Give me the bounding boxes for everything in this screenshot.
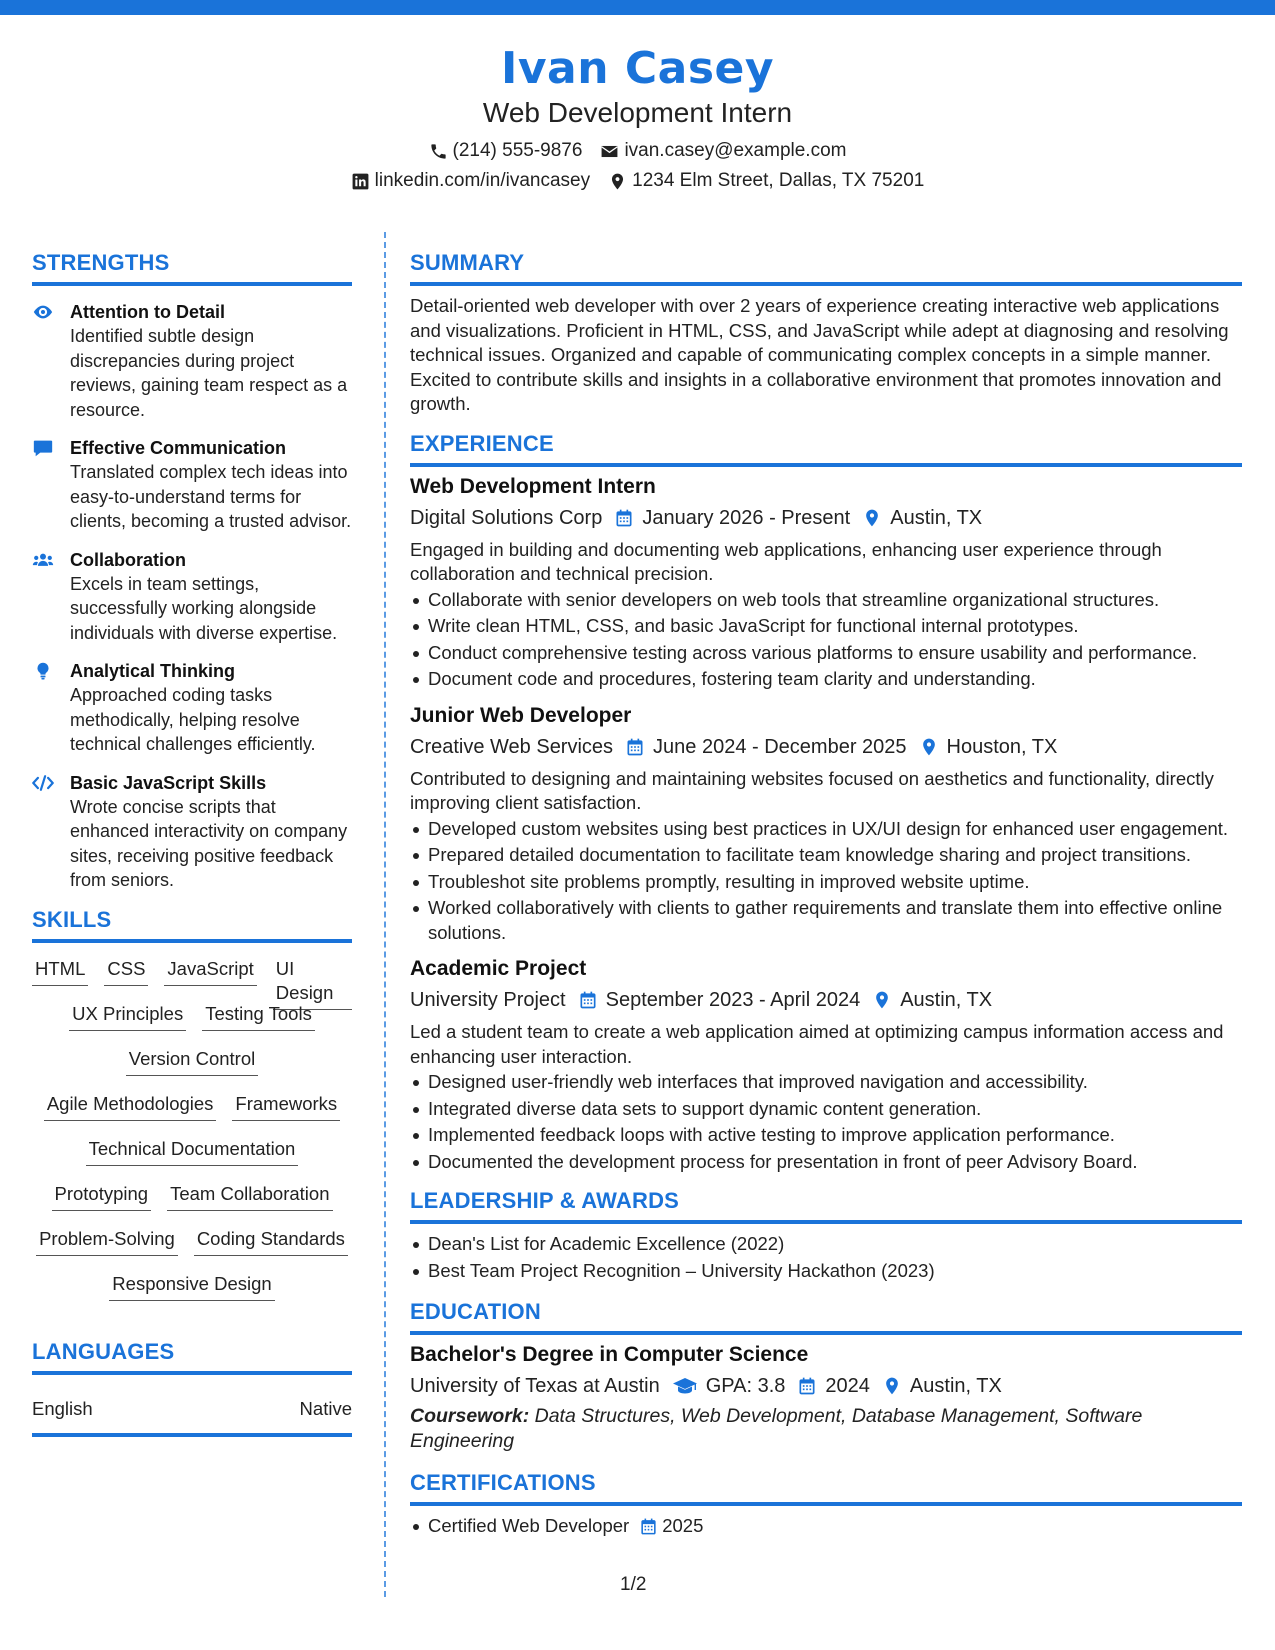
skill-row	[32, 957, 352, 1002]
skill-row	[32, 1002, 352, 1047]
skills-section	[32, 907, 352, 1317]
contact-row-2	[0, 168, 1275, 194]
experience-section	[410, 431, 1242, 1175]
certifications-list	[410, 1514, 1242, 1539]
language-item	[32, 1397, 352, 1421]
strength-desc: Translated complex tech ideas into easy-to-understand terms for clients, becoming a trusted advisor.	[70, 462, 352, 531]
list-item: Write clean HTML, CSS, and basic JavaScript for functional internal prototypes.	[410, 614, 1242, 639]
list-item: Collaborate with senior developers on web tools that streamline organizational structures.	[410, 588, 1242, 613]
section-rule	[410, 1220, 1242, 1224]
candidate-name: Ivan Casey	[500, 43, 775, 94]
skill-tag: Responsive Design	[109, 1272, 274, 1301]
code-icon	[32, 773, 54, 793]
list-item: Document code and procedures, fostering team clarity and understanding.	[410, 667, 1242, 692]
skills-heading: SKILLS	[32, 906, 112, 932]
skill-tag: Testing Tools	[202, 1002, 315, 1031]
section-rule	[32, 939, 352, 943]
skill-tag: CSS	[104, 957, 148, 986]
coursework-list: Data Structures, Web Development, Database Management, Software Engineering	[410, 1405, 1143, 1452]
graduation-year: 2024	[825, 1375, 870, 1397]
job-entry	[410, 473, 1242, 692]
job-dates: September 2023 - April 2024	[605, 989, 861, 1011]
languages-heading: LANGUAGES	[32, 1338, 175, 1364]
page-number: 1/2	[620, 1574, 647, 1595]
list-item: Implemented feedback loops with active testing to improve application performance.	[410, 1123, 1242, 1148]
leadership-section	[410, 1188, 1242, 1283]
right-column	[410, 250, 1242, 1541]
school-location: Austin, TX	[909, 1375, 1002, 1397]
job-meta	[410, 504, 1242, 532]
degree-title: Bachelor's Degree in Computer Science	[410, 1343, 809, 1366]
list-item: Dean's List for Academic Excellence (2022)	[410, 1232, 1242, 1257]
strengths-section	[32, 250, 352, 893]
job-location: Austin, TX	[900, 989, 993, 1011]
list-item: Prepared detailed documentation to facilitate team knowledge sharing and project transitions.	[410, 843, 1242, 868]
skill-tag: Team Collaboration	[167, 1182, 332, 1211]
section-rule	[32, 282, 352, 286]
certification-year: 2025	[662, 1515, 704, 1536]
strength-item	[32, 300, 352, 422]
job-title: Junior Web Developer	[410, 703, 632, 727]
list-item: Integrated diverse data sets to support dynamic content generation.	[410, 1097, 1242, 1122]
certifications-heading: CERTIFICATIONS	[410, 1470, 596, 1495]
skill-tag: JavaScript	[164, 957, 256, 986]
section-rule	[32, 1371, 352, 1375]
summary-section	[410, 250, 1242, 417]
skill-tag: Prototyping	[52, 1182, 152, 1211]
strengths-list	[32, 300, 352, 893]
language-level-bar	[32, 1433, 352, 1437]
strength-title: Analytical Thinking	[70, 661, 236, 681]
skill-tag: Frameworks	[232, 1092, 340, 1121]
strength-item	[32, 771, 352, 893]
phone-icon	[429, 142, 448, 161]
job-meta	[410, 733, 1242, 761]
location-pin-icon	[862, 508, 882, 528]
list-item: Conduct comprehensive testing across various platforms to ensure usability and performance.	[410, 641, 1242, 666]
job-dates: June 2024 - December 2025	[653, 735, 907, 758]
strength-desc: Identified subtle design discrepancies during project reviews, gaining team respect as a resource.	[70, 326, 348, 420]
job-description: Contributed to designing and maintaining websites focused on aesthetics and functionality, directly improving client satisfaction.	[410, 767, 1214, 813]
languages-section	[32, 1339, 352, 1437]
job-title: Web Development Intern	[410, 474, 656, 498]
skill-tag: UX Principles	[69, 1002, 186, 1031]
skill-row	[32, 1272, 352, 1317]
skill-tag: Problem-Solving	[36, 1227, 178, 1256]
strength-desc: Excels in team settings, successfully working alongside individuals with diverse expertise.	[70, 573, 338, 643]
strength-title: Attention to Detail	[70, 302, 225, 322]
calendar-icon	[625, 737, 645, 757]
coursework	[410, 1404, 1242, 1454]
contact-address: 1234 Elm Street, Dallas, TX 75201	[608, 168, 924, 194]
strength-item	[32, 436, 352, 534]
leadership-list	[410, 1232, 1242, 1283]
summary-text: Detail-oriented web developer with over 2 years of experience creating interactive web applications and visualizations. Proficient in HTML, CSS, and JavaScript while adept at diagnosing and resolving technical issues. Organized and capable of communicating complex concepts in a simple manner. Excited to contribute skills and insights in a collaborative environment that promotes innovation and growth.	[410, 295, 1229, 414]
section-rule	[410, 1331, 1242, 1335]
job-meta	[410, 986, 1242, 1014]
strength-item	[32, 548, 352, 646]
list-item: Best Team Project Recognition – University Hackathon (2023)	[410, 1259, 1242, 1284]
certifications-section	[410, 1470, 1242, 1539]
strength-title: Effective Communication	[70, 438, 287, 458]
section-rule	[410, 1502, 1242, 1506]
job-bullets	[410, 1070, 1242, 1174]
location-pin-icon	[882, 1376, 902, 1396]
summary-heading: SUMMARY	[410, 250, 525, 275]
location-pin-icon	[872, 990, 892, 1010]
location-pin-icon	[919, 737, 939, 757]
language-level: Native	[299, 1397, 352, 1419]
candidate-title: Web Development Intern	[482, 97, 793, 128]
contact-linkedin[interactable]: linkedin.com/in/ivancasey	[351, 168, 590, 194]
skill-row	[32, 1137, 352, 1182]
contact-email[interactable]: ivan.casey@example.com	[600, 138, 846, 164]
coursework-label: Coursework:	[410, 1405, 530, 1427]
resume-header	[0, 40, 1275, 194]
strength-desc: Wrote concise scripts that enhanced interactivity on company sites, receiving positive feedback from seniors.	[70, 796, 348, 890]
skill-row	[32, 1047, 352, 1092]
contact-row-1	[0, 138, 1275, 164]
graduation-cap-icon	[672, 1376, 698, 1396]
strength-item	[32, 659, 352, 757]
job-title: Academic Project	[410, 957, 587, 980]
school-name: University of Texas at Austin	[410, 1375, 660, 1397]
job-dates: January 2026 - Present	[642, 506, 851, 529]
list-item: Documented the development process for presentation in front of peer Advisory Board.	[410, 1150, 1242, 1175]
calendar-icon	[639, 1517, 658, 1536]
education-heading: EDUCATION	[410, 1299, 541, 1324]
linkedin-icon	[351, 172, 370, 191]
skill-tag: Version Control	[126, 1047, 258, 1076]
skill-tag: UI Design	[273, 957, 352, 1010]
leadership-heading: LEADERSHIP & AWARDS	[410, 1188, 680, 1213]
skill-row	[32, 1182, 352, 1227]
comment-icon	[32, 438, 54, 458]
education-section	[410, 1299, 1242, 1454]
skill-tag: HTML	[32, 957, 88, 986]
language-name: English	[32, 1397, 93, 1419]
experience-heading: EXPERIENCE	[410, 430, 554, 456]
skill-tag: Agile Methodologies	[44, 1092, 217, 1121]
job-bullets	[410, 817, 1242, 946]
section-rule	[410, 282, 1242, 286]
list-item: Developed custom websites using best practices in UX/UI design for enhanced user engagement.	[410, 817, 1242, 842]
column-divider	[384, 232, 386, 1597]
job-company: University Project	[410, 989, 566, 1011]
calendar-icon	[578, 990, 598, 1010]
top-accent-bar	[0, 0, 1275, 15]
list-item	[410, 1514, 1242, 1539]
strengths-heading: STRENGTHS	[32, 250, 170, 275]
gpa: GPA: 3.8	[705, 1375, 786, 1397]
skill-tag: Coding Standards	[194, 1227, 348, 1256]
strength-desc: Approached coding tasks methodically, helping resolve technical challenges efficiently.	[70, 685, 316, 754]
job-location: Austin, TX	[890, 506, 983, 529]
users-icon	[32, 550, 54, 570]
job-entry	[410, 702, 1242, 946]
section-rule	[410, 463, 1242, 467]
eye-icon	[32, 302, 54, 322]
job-location: Houston, TX	[946, 735, 1058, 758]
certification-name: Certified Web Developer	[428, 1515, 630, 1536]
list-item: Designed user-friendly web interfaces that improved navigation and accessibility.	[410, 1070, 1242, 1095]
skill-tag: Technical Documentation	[86, 1137, 299, 1166]
envelope-icon	[600, 142, 619, 161]
job-company: Creative Web Services	[410, 735, 614, 758]
job-description: Engaged in building and documenting web applications, enhancing user experience through collaboration and technical precision.	[410, 538, 1162, 584]
list-item: Worked collaboratively with clients to gather requirements and translate them into effective online solutions.	[410, 896, 1242, 945]
list-item: Troubleshot site problems promptly, resulting in improved website uptime.	[410, 870, 1242, 895]
job-bullets	[410, 588, 1242, 692]
lightbulb-icon	[32, 661, 54, 681]
calendar-icon	[797, 1376, 817, 1396]
strength-title: Collaboration	[70, 549, 186, 570]
education-meta	[410, 1372, 1242, 1400]
skill-row	[32, 1227, 352, 1272]
calendar-icon	[614, 508, 634, 528]
skill-row	[32, 1092, 352, 1137]
job-description: Led a student team to create a web application aimed at optimizing campus information access and enhancing user interaction.	[410, 1021, 1224, 1067]
job-company: Digital Solutions Corp	[410, 506, 603, 529]
contact-phone: (214) 555-9876	[429, 138, 583, 164]
skills-list	[32, 957, 352, 1317]
location-pin-icon	[608, 172, 627, 191]
strength-title: Basic JavaScript Skills	[70, 772, 267, 793]
job-entry	[410, 955, 1242, 1174]
left-column	[32, 250, 352, 1437]
